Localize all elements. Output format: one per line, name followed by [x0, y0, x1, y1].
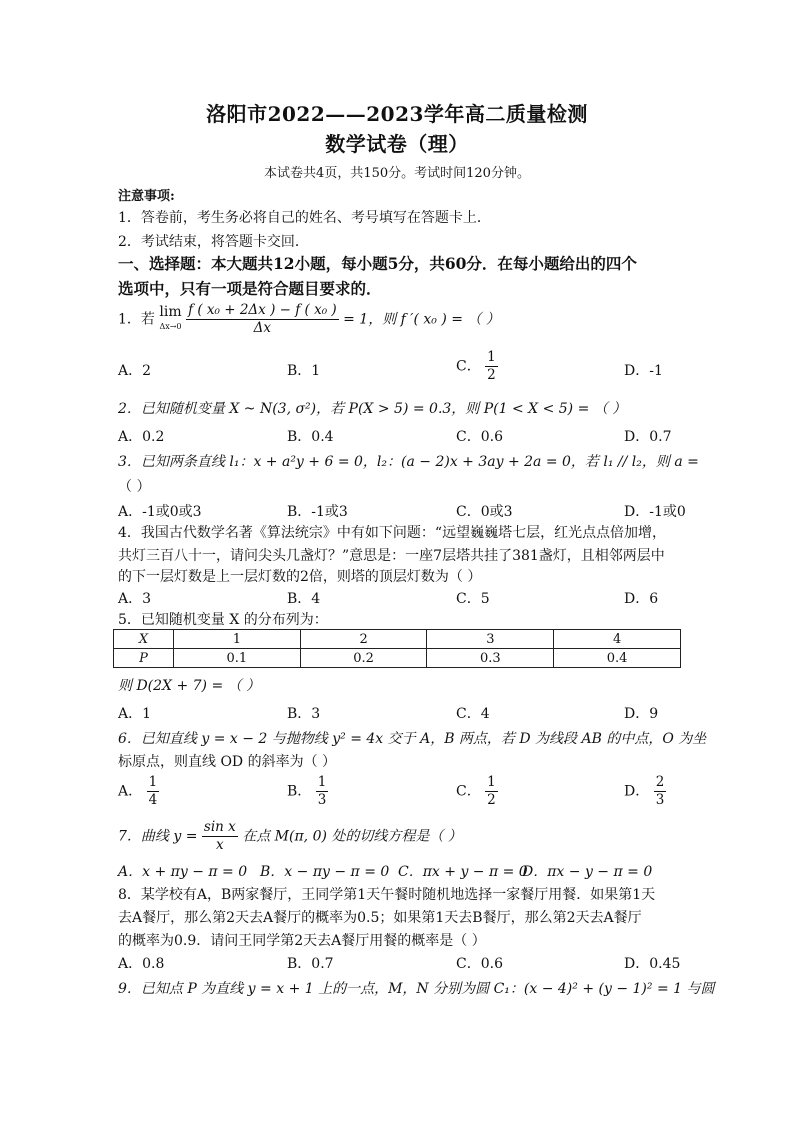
question-3-option-c: C．0或3 [456, 504, 513, 520]
question-7-option-b: B．x − πy − π = 0 [260, 864, 390, 880]
question-1-fraction: $\frac{\text{f ( x₀ + 2Δx ) − f ( x₀ )}}{\Delta x}$ [188, 302, 337, 336]
question-7-option-c: C．πx + y − π = 0 [398, 864, 528, 880]
question-2-option-b: B．0.4 [287, 429, 334, 445]
notes-heading: 注意事项: [118, 189, 175, 204]
question-5-option-c: C．4 [456, 706, 490, 722]
question-8-option-b: B．0.7 [287, 956, 334, 972]
exam-title: 洛阳市2022——2023学年高二质量检测 [206, 102, 588, 126]
question-1-option-b: B．1 [287, 363, 321, 379]
section-heading-cont: 选项中，只有一项是符合题目要求的． [118, 279, 382, 298]
question-4-option-c: C．5 [456, 591, 490, 607]
question-8-option-a: A．0.8 [118, 956, 165, 972]
limit-symbol: lim Δx→0 [159, 304, 182, 331]
question-8-line-3: 的概率为0.9．请问王同学第2天去A餐厅用餐的概率是（ ） [118, 933, 486, 949]
question-8-line-2: 去A餐厅，那么第2天去A餐厅的概率为0.5；如果第1天去B餐厅，那么第2天去A餐厅 [118, 910, 642, 926]
question-5-stem: 5．已知随机变量 X 的分布列为： [118, 612, 328, 628]
question-8-line-1: 8．某学校有A，B两家餐厅，王同学第1天午餐时随机地选择一家餐厅用餐．如果第1天 [118, 887, 656, 903]
question-2-option-d: D．0.7 [624, 429, 672, 445]
question-2-option-c: C．0.6 [456, 429, 503, 445]
question-4-option-b: B．4 [287, 591, 321, 607]
question-6-option-c: C． $\frac{1}{2}$ [456, 774, 496, 808]
question-8-option-d: D．0.45 [624, 956, 681, 972]
question-1-stem: 1．若 lim Δx→0 $\frac{\text{f ( x₀ + 2Δx ) − f ( x₀ )}}{\Delta x}$ = 1，则 f ′( x₀ ) = （ ） [118, 302, 500, 336]
question-3-option-b: B．-1或3 [287, 504, 348, 520]
question-4-option-d: D．6 [624, 591, 659, 607]
question-9-line-1: 9．已知点 P 为直线 y = x + 1 上的一点，M，N 分别为圆 C₁：(x − 4)² + (y − 1)² = 1 与圆 [118, 981, 715, 997]
question-5-option-b: B．3 [287, 706, 321, 722]
exam-info: 本试卷共4页，共150分。考试时间120分钟。 [264, 166, 530, 181]
question-6-option-d: D． $\frac{2}{3}$ [624, 774, 665, 808]
note-item-1: 1．答卷前，考生务必将自己的姓名、考号填写在答题卡上． [118, 210, 491, 226]
question-4-option-a: A．3 [118, 591, 152, 607]
question-8-option-c: C．0.6 [456, 956, 503, 972]
question-4-line-2: 共灯三百八十一，请问尖头几盏灯？”意思是：一座7层塔共挂了381盏灯，且相邻两层中 [118, 548, 665, 564]
question-2-option-a: A．0.2 [118, 429, 165, 445]
exam-subject-title: 数学试卷（理） [325, 132, 469, 156]
question-1-option-d: D．-1 [624, 363, 663, 379]
question-6-line-1: 6．已知直线 y = x − 2 与抛物线 y² = 4x 交于 A，B 两点，若 D 为线段 AB 的中点，O 为坐 [118, 731, 707, 747]
question-5-option-d: D．9 [624, 706, 659, 722]
question-3-blank: （ ） [118, 479, 151, 495]
question-1-option-a: A．2 [118, 363, 152, 379]
question-1-option-c: C． $\frac{1}{2}$ [456, 349, 496, 383]
question-6-option-b: B． $\frac{1}{3}$ [287, 774, 327, 808]
note-item-2: 2．考试结束，将答题卡交回． [118, 234, 309, 250]
table-row: X 1 2 3 4 [114, 630, 681, 649]
question-3-option-d: D．-1或0 [624, 504, 686, 520]
question-3-option-a: A．-1或0或3 [118, 504, 202, 520]
question-4-line-3: 的下一层灯数是上一层灯数的2倍，则塔的顶层灯数为（ ） [118, 569, 482, 585]
question-7-option-a: A．x + πy − π = 0 [118, 864, 248, 880]
question-5-option-a: A．1 [118, 706, 152, 722]
question-6-line-2: 标原点，则直线 OD 的斜率为（ ） [118, 754, 337, 770]
section-heading: 一、选择题：本大题共12小题，每小题5分，共60分．在每小题给出的四个 [118, 254, 637, 273]
question-2-stem: 2．已知随机变量 X ~ N(3, σ²)，若 P(X > 5) = 0.3，则 P(1 < X < 5) = （ ） [118, 401, 627, 417]
table-row: P 0.1 0.2 0.3 0.4 [114, 649, 681, 668]
question-6-option-a: A． $\frac{1}{4}$ [118, 774, 158, 808]
question-4-line-1: 4．我国古代数学名著《算法统宗》中有如下问题：“远望巍巍塔七层，红光点点倍加增， [118, 525, 667, 541]
question-7-option-d: D．πx − y − π = 0 [522, 864, 653, 880]
question-7-stem: 7．曲线 y = $\frac{\text{sin x}}{x}$ 在点 M(π, 0) 处的切线方程是（ ） [118, 819, 462, 853]
distribution-table [113, 629, 681, 668]
question-5-question: 则 D(2X + 7) = （ ） [118, 678, 261, 694]
question-3-stem: 3．已知两条直线 l₁：x + a²y + 6 = 0，l₂：(a − 2)x + 3ay + 2a = 0，若 l₁ // l₂，则 a = [118, 454, 699, 470]
